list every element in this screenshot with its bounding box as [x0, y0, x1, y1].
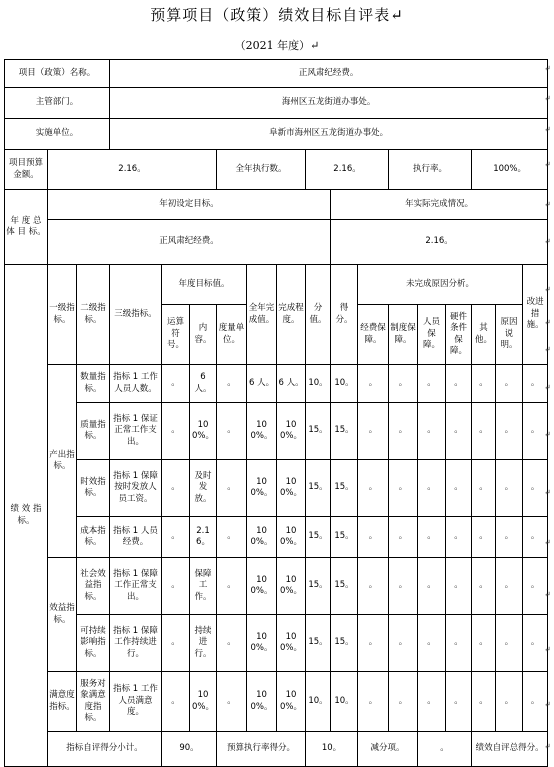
weight-cell: 10。: [306, 365, 331, 403]
reason-cell: 。: [358, 365, 389, 403]
operator-cell: 。: [162, 403, 190, 460]
header-reason-funds: 经费保障。: [358, 305, 389, 365]
paragraph-mark: ↵: [544, 538, 551, 547]
score-cell: 15。: [331, 460, 358, 517]
header-measures: 改进措施。: [523, 265, 548, 365]
measures-cell: 。: [523, 672, 548, 732]
project-name-value: 正风肃纪经费。: [110, 60, 548, 88]
operator-cell: 。: [162, 460, 190, 517]
annual-cell: 100%。: [247, 615, 277, 672]
reason-cell: 。: [418, 365, 446, 403]
weight-cell: 15。: [306, 558, 331, 615]
reason-cell: 。: [472, 403, 496, 460]
weight-cell: 10。: [306, 672, 331, 732]
unit-cell: 。: [217, 403, 247, 460]
exec-rate-value: 100%。: [472, 150, 548, 190]
reason-cell: 。: [496, 558, 523, 615]
reason-cell: 。: [472, 517, 496, 558]
paragraph-mark: ↵: [544, 345, 551, 354]
group-output: 产出指标。: [48, 365, 77, 558]
reason-cell: 。: [446, 517, 472, 558]
table-row: [5, 672, 548, 732]
measures-cell: 。: [523, 460, 548, 517]
unit-cell: 。: [217, 517, 247, 558]
initial-goal-value: 正风肃纪经费。: [48, 220, 331, 265]
unit-cell: 。: [217, 365, 247, 403]
paragraph-mark: ↵: [544, 645, 551, 654]
group-satisfaction: 满意度指标。: [48, 672, 77, 732]
annual-cell: 100%。: [247, 558, 277, 615]
paragraph-mark: ↵: [544, 700, 551, 709]
measures-cell: 。: [523, 615, 548, 672]
evaluation-table: [4, 59, 548, 767]
exec-rate-label: 执行率。: [389, 150, 472, 190]
header-reason-other: 其他。: [472, 305, 496, 365]
reason-cell: 。: [389, 672, 418, 732]
budget-exec-score-label: 预算执行率得分。: [217, 732, 306, 767]
unit-value: 阜新市海州区五龙街道办事处。: [110, 119, 548, 150]
reason-cell: 。: [472, 558, 496, 615]
header-reason-hardware: 硬件条件保障。: [446, 305, 472, 365]
reason-cell: 。: [389, 517, 418, 558]
paragraph-mark: ↵: [544, 590, 551, 599]
score-cell: 15。: [331, 403, 358, 460]
score-cell: 10。: [331, 365, 358, 403]
reason-cell: 。: [446, 460, 472, 517]
reason-cell: 。: [358, 517, 389, 558]
reason-cell: 。: [418, 460, 446, 517]
weight-cell: 15。: [306, 615, 331, 672]
l2-cell: 成本指标。: [77, 517, 110, 558]
unit-row: [5, 119, 548, 150]
done-cell: 100%。: [277, 558, 306, 615]
goals-header-row: [5, 190, 548, 220]
table-row: [5, 517, 548, 558]
table-row: [5, 558, 548, 615]
deduct-label: 减分项。: [358, 732, 418, 767]
operator-cell: 。: [162, 672, 190, 732]
header-reason-explain: 原因说明。: [496, 305, 523, 365]
header-reason: 未完成原因分析。: [358, 265, 523, 305]
reason-cell: 。: [358, 615, 389, 672]
l3-cell: 指标 1 保证正常工作支出。: [110, 403, 162, 460]
operator-cell: 。: [162, 558, 190, 615]
reason-cell: 。: [472, 615, 496, 672]
dept-row: [5, 88, 548, 119]
deduct-value: 。: [418, 732, 472, 767]
reason-cell: 。: [446, 558, 472, 615]
header-annual-target: 年度目标值。: [162, 265, 247, 305]
l3-cell: 指标 1 工作人员满意度。: [110, 672, 162, 732]
header-level2: 二级指标。: [77, 265, 110, 365]
measures-cell: 。: [523, 403, 548, 460]
score-cell: 15。: [331, 517, 358, 558]
header-score: 得分。: [331, 265, 358, 365]
initial-goal-label: 年初设定目标。: [48, 190, 331, 220]
goals-value-row: [5, 220, 548, 265]
page-subtitle: （2021 年度）↵: [234, 39, 320, 52]
paragraph-mark: ↵: [544, 383, 551, 392]
done-cell: 100%。: [277, 517, 306, 558]
subtotal-value: 90。: [162, 732, 217, 767]
l2-cell: 质量指标。: [77, 403, 110, 460]
reason-cell: 。: [472, 365, 496, 403]
operator-cell: 。: [162, 615, 190, 672]
reason-cell: 。: [446, 365, 472, 403]
actual-goal-value: 2.16。: [331, 220, 548, 265]
reason-cell: 。: [418, 672, 446, 732]
reason-cell: 。: [496, 403, 523, 460]
reason-cell: 。: [496, 517, 523, 558]
table-row: [5, 615, 548, 672]
done-cell: 100%。: [277, 615, 306, 672]
exec-amount-label: 全年执行数。: [217, 150, 306, 190]
paragraph-mark: ↵: [544, 488, 551, 497]
paragraph-mark: ↵: [544, 94, 551, 103]
l3-cell: 指标 1 保障工作持续进行。: [110, 615, 162, 672]
l2-cell: 数量指标。: [77, 365, 110, 403]
subtotal-label: 指标自评得分小计。: [48, 732, 162, 767]
score-cell: 15。: [331, 615, 358, 672]
content-cell: 及时发放。: [190, 460, 217, 517]
annual-cell: 100%。: [247, 403, 277, 460]
group-effect: 效益指标。: [48, 558, 77, 672]
paragraph-mark: ↵: [544, 742, 551, 751]
perf-indicator-label: 绩 效 指 标。: [5, 265, 48, 767]
dept-label: 主管部门。: [5, 88, 110, 119]
footer-row: [5, 732, 548, 767]
header-score-weight: 分值。: [306, 265, 331, 365]
reason-cell: 。: [389, 615, 418, 672]
reason-cell: 。: [472, 672, 496, 732]
reason-cell: 。: [358, 403, 389, 460]
l2-cell: 时效指标。: [77, 460, 110, 517]
l3-cell: 指标 1 人员经费。: [110, 517, 162, 558]
measures-cell: 。: [523, 517, 548, 558]
budget-exec-score-value: 10。: [306, 732, 358, 767]
l2-cell: 社会效益指标。: [77, 558, 110, 615]
header-annual-value: 全年完成值。: [247, 265, 277, 365]
reason-cell: 。: [446, 403, 472, 460]
reason-cell: 。: [389, 403, 418, 460]
project-name-label: 项目（政策）名称。: [5, 60, 110, 88]
reason-cell: 。: [358, 672, 389, 732]
paragraph-mark: ↵: [544, 200, 551, 209]
reason-cell: 。: [418, 558, 446, 615]
total-score-label: 绩效自评总得分。: [472, 732, 548, 767]
content-cell: 保障工作。: [190, 558, 217, 615]
reason-cell: 。: [496, 460, 523, 517]
actual-goal-label: 年实际完成情况。: [331, 190, 548, 220]
weight-cell: 15。: [306, 460, 331, 517]
header-operator: 运算符号。: [162, 305, 190, 365]
unit-cell: 。: [217, 672, 247, 732]
annual-cell: 100%。: [247, 460, 277, 517]
reason-cell: 。: [358, 558, 389, 615]
header-level1: 一级指标。: [48, 265, 77, 365]
l3-cell: 指标 1 保障按时发放人员工资。: [110, 460, 162, 517]
score-cell: 15。: [331, 558, 358, 615]
measures-cell: 。: [523, 365, 548, 403]
annual-cell: 100%。: [247, 517, 277, 558]
budget-label: 项目预算金额。: [5, 150, 48, 190]
unit-cell: 。: [217, 558, 247, 615]
l2-cell: 服务对象满意度指标。: [77, 672, 110, 732]
header-content: 内容。: [190, 305, 217, 365]
reason-cell: 。: [358, 460, 389, 517]
page-title: 预算项目（政策）绩效目标自评表↵: [150, 6, 404, 24]
paragraph-mark: ↵: [544, 285, 551, 294]
content-cell: 持续进行。: [190, 615, 217, 672]
content-cell: 2.16。: [190, 517, 217, 558]
unit-cell: 。: [217, 615, 247, 672]
reason-cell: 。: [389, 365, 418, 403]
paragraph-mark: ↵: [544, 64, 551, 73]
unit-cell: 。: [217, 460, 247, 517]
measures-cell: 。: [523, 558, 548, 615]
reason-cell: 。: [446, 615, 472, 672]
dept-value: 海州区五龙街道办事处。: [110, 88, 548, 119]
table-row: [5, 403, 548, 460]
annual-cell: 6 人。: [247, 365, 277, 403]
done-cell: 100%。: [277, 403, 306, 460]
project-name-row: [5, 60, 548, 88]
weight-cell: 15。: [306, 517, 331, 558]
reason-cell: 。: [389, 558, 418, 615]
content-cell: 100%。: [190, 403, 217, 460]
header-level3: 三级指标。: [110, 265, 162, 365]
annual-cell: 100%。: [247, 672, 277, 732]
reason-cell: 。: [472, 460, 496, 517]
operator-cell: 。: [162, 517, 190, 558]
paragraph-mark: ↵: [544, 125, 551, 134]
header-completion: 完成程度。: [277, 265, 306, 365]
operator-cell: 。: [162, 365, 190, 403]
paragraph-mark: ↵: [544, 430, 551, 439]
l3-cell: 指标 1 工作人员人数。: [110, 365, 162, 403]
header-unit: 度量单位。: [217, 305, 247, 365]
paragraph-mark: ↵: [544, 237, 551, 246]
reason-cell: 。: [418, 517, 446, 558]
weight-cell: 15。: [306, 403, 331, 460]
header-reason-staff: 人员保障。: [418, 305, 446, 365]
done-cell: 100%。: [277, 460, 306, 517]
done-cell: 100%。: [277, 672, 306, 732]
reason-cell: 。: [418, 403, 446, 460]
table-row: [5, 365, 548, 403]
budget-value: 2.16。: [48, 150, 217, 190]
exec-amount-value: 2.16。: [306, 150, 389, 190]
reason-cell: 。: [446, 672, 472, 732]
paragraph-mark: ↵: [544, 318, 551, 327]
l3-cell: 指标 1 保障工作正常支出。: [110, 558, 162, 615]
header-reason-system: 制度保障。: [389, 305, 418, 365]
reason-cell: 。: [389, 460, 418, 517]
unit-label: 实施单位。: [5, 119, 110, 150]
score-cell: 10。: [331, 672, 358, 732]
table-row: [5, 460, 548, 517]
reason-cell: 。: [418, 615, 446, 672]
indicator-header-row-1: [5, 265, 548, 305]
annual-goal-label: 年 度 总 体 目 标。: [5, 190, 48, 265]
content-cell: 100%。: [190, 672, 217, 732]
l2-cell: 可持续影响指标。: [77, 615, 110, 672]
reason-cell: 。: [496, 615, 523, 672]
done-cell: 6 人。: [277, 365, 306, 403]
content-cell: 6 人。: [190, 365, 217, 403]
reason-cell: 。: [496, 365, 523, 403]
budget-row: [5, 150, 548, 190]
reason-cell: 。: [496, 672, 523, 732]
paragraph-mark: ↵: [544, 160, 551, 169]
